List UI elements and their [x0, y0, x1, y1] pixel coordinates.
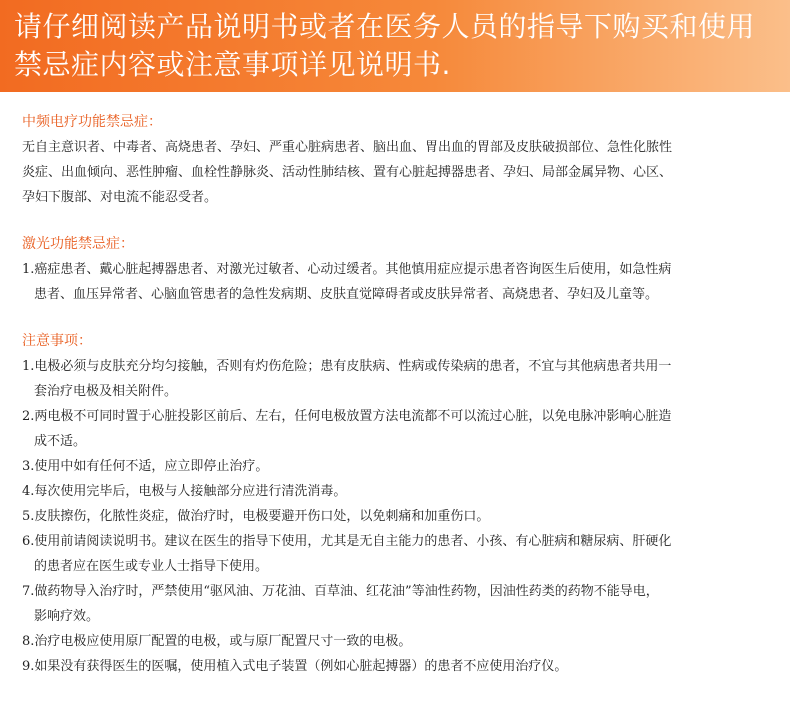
list-item — [22, 579, 778, 629]
list-item — [22, 654, 778, 679]
item-line-1: 9.如果没有获得医生的医嘱，使用植入式电子装置（例如心脏起搏器）的患者不应使用治疗仪。 — [22, 659, 568, 674]
item-line-1: 2.两电极不可同时置于心脏投影区前后、左右，任何电极放置方法电流都不可以流过心脏，以免电脉冲影响心脏造 — [22, 409, 672, 424]
section-laser-contraindications — [22, 232, 778, 307]
item-line-2: 影响疗效。 — [34, 609, 100, 624]
section-midfreq-contraindications — [22, 110, 778, 210]
item-line-1: 1.癌症患者、戴心脏起搏器患者、对激光过敏者、心动过缓者。其他慎用症应提示患者咨询医生后使用，如急性病 — [22, 262, 672, 277]
list-item — [22, 257, 778, 307]
list-item — [22, 529, 778, 579]
item-line-1: 4.每次使用完毕后，电极与人接触部分应进行清洗消毒。 — [22, 484, 347, 499]
item-line-1: 3.使用中如有任何不适，应立即停止治疗。 — [22, 459, 269, 474]
item-line-2: 套治疗电极及相关附件。 — [34, 384, 178, 399]
text-line: 炎症、出血倾向、恶性肿瘤、血栓性静脉炎、活动性肺结核、置有心脏起搏器患者、孕妇、局部金属异物、心区、 — [22, 165, 673, 180]
text-line: 孕妇下腹部、对电流不能忍受者。 — [22, 190, 218, 205]
document-body — [22, 110, 778, 679]
section-precautions — [22, 329, 778, 679]
list-item — [22, 454, 778, 479]
list-item — [22, 354, 778, 404]
item-line-1: 6.使用前请阅读说明书。建议在医生的指导下使用，尤其是无自主能力的患者、小孩、有心脏病和糖尿病、肝硬化 — [22, 534, 672, 549]
section-title: 注意事项： — [22, 333, 92, 349]
list-item — [22, 504, 778, 529]
section-title: 中频电疗功能禁忌症： — [22, 114, 162, 130]
item-line-2: 患者、血压异常者、心脑血管患者的急性发病期、皮肤直觉障碍者或皮肤异常者、高烧患者、孕妇及儿童等。 — [34, 287, 659, 302]
section-title: 激光功能禁忌症： — [22, 236, 134, 252]
list-item — [22, 404, 778, 454]
item-line-1: 5.皮肤擦伤，化脓性炎症，做治疗时，电极要避开伤口处，以免刺痛和加重伤口。 — [22, 509, 490, 524]
banner-line-2: 禁忌症内容或注意事项详见说明书. — [14, 48, 451, 81]
banner-line-1: 请仔细阅读产品说明书或者在医务人员的指导下购买和使用 — [14, 10, 756, 43]
item-line-2: 的患者应在医生或专业人士指导下使用。 — [34, 559, 269, 574]
list-item — [22, 629, 778, 654]
item-line-1: 8.治疗电极应使用原厂配置的电极，或与原厂配置尺寸一致的电极。 — [22, 634, 412, 649]
list-item — [22, 479, 778, 504]
item-line-1: 7.做药物导入治疗时，严禁使用“驱风油、万花油、百草油、红花油”等油性药物，因油性药类的药物不能导电， — [22, 584, 659, 599]
item-line-1: 1.电极必须与皮肤充分均匀接触，否则有灼伤危险；患有皮肤病、性病或传染病的患者，不宜与其他病患者共用一 — [22, 359, 672, 374]
text-line: 无自主意识者、中毒者、高烧患者、孕妇、严重心脏病患者、脑出血、胃出血的胃部及皮肤破损部位、急性化脓性 — [22, 140, 673, 155]
item-line-2: 成不适。 — [34, 434, 87, 449]
header-banner — [0, 0, 790, 92]
